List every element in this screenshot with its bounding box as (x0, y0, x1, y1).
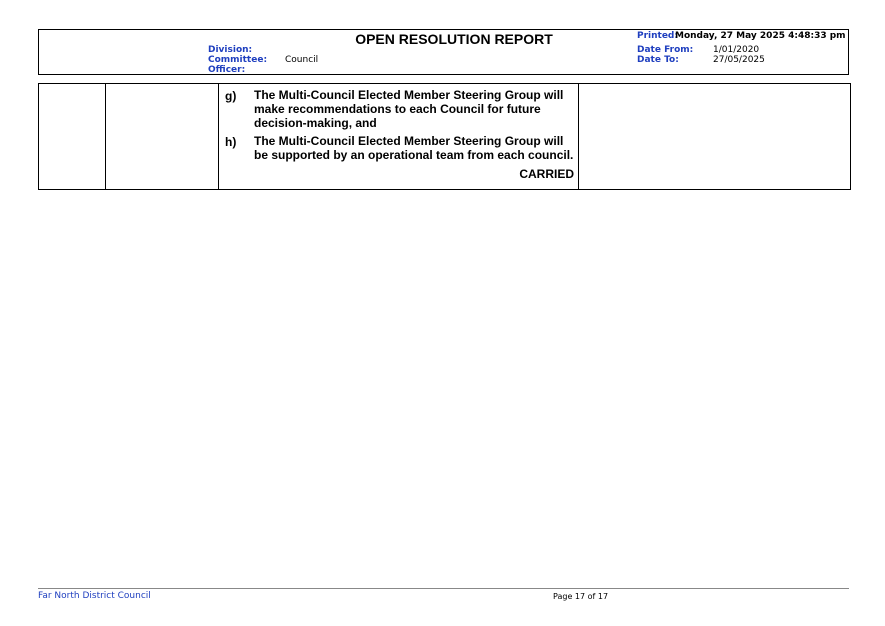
report-header (38, 29, 849, 75)
printed-value: Monday, 27 May 2025 4:48:33 pm (675, 31, 846, 41)
resolution-table-row (38, 83, 851, 190)
item-letter-g: g) (225, 89, 237, 103)
footer-divider (38, 588, 849, 589)
column-divider (218, 84, 219, 189)
committee-value: Council (285, 55, 319, 65)
column-divider (105, 84, 106, 189)
date-from-label: Date From: (637, 45, 694, 55)
division-label: Division: (208, 45, 253, 55)
date-from-value: 1/01/2020 (713, 45, 760, 55)
date-to-label: Date To: (637, 55, 679, 65)
page-number: Page 17 of 17 (553, 592, 609, 601)
resolution-status: CARRIED (519, 167, 574, 181)
item-letter-h: h) (225, 135, 237, 149)
footer-organisation: Far North District Council (38, 591, 151, 601)
printed-label: Printed: (637, 31, 678, 41)
item-text-g: The Multi-Council Elected Member Steering Group will make recommendations to each Council for future decision-making, and (254, 88, 564, 130)
officer-label: Officer: (208, 65, 246, 75)
committee-label: Committee: (208, 55, 268, 65)
item-text-h: The Multi-Council Elected Member Steering Group will be supported by an operational team from each council. (254, 134, 574, 162)
date-to-value: 27/05/2025 (713, 55, 765, 65)
report-title: OPEN RESOLUTION REPORT (355, 31, 553, 47)
